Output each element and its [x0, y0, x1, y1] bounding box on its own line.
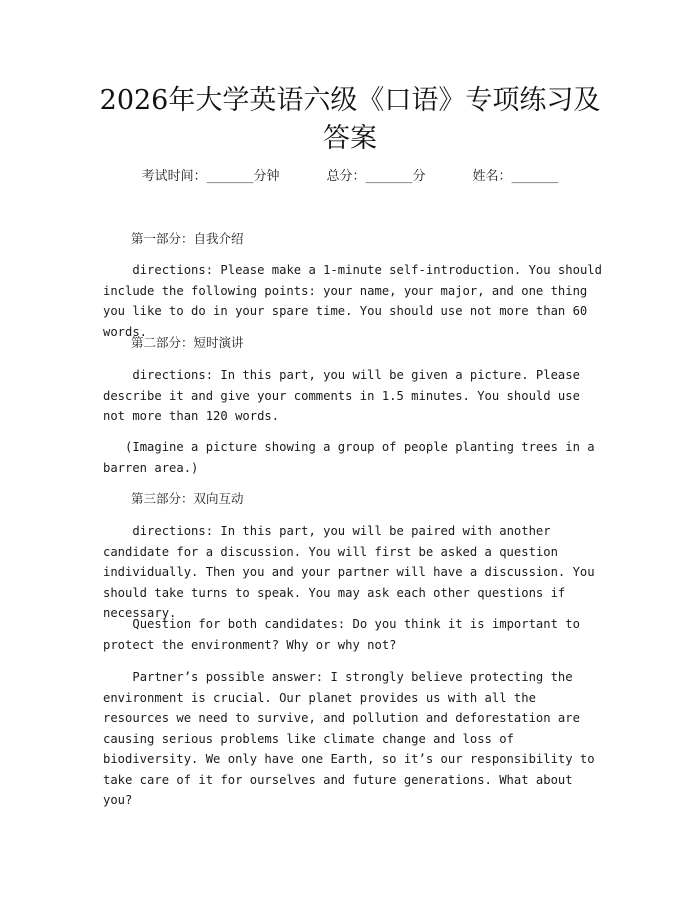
section-3-directions: directions: In this part, you will be paired with another candidate for a discussion. You will first be asked a question individually. Then you and your partner will have a discussion. You should take turns to speak. You may ask each other questions if necessary.	[103, 524, 602, 620]
section-1-heading: 第一部分：自我介绍	[131, 231, 244, 246]
section-2-picture-note: (Imagine a picture showing a group of people planting trees in a barren area.)	[103, 440, 602, 475]
student-name-field: 姓名：______	[472, 169, 559, 184]
section-3-question: Question for both candidates: Do you think it is important to protect the environment? Why or why not?	[103, 617, 588, 652]
exam-info-line	[0, 168, 700, 186]
document-title: 2026年大学英语六级《口语》专项练习及答案	[99, 85, 601, 154]
section-1-directions: directions: Please make a 1-minute self-introduction. You should include the following points: your name, your major, and one thing you like to do in your spare time. You should use not more than 60 words.	[103, 263, 610, 339]
section-3-partner-answer: Partner’s possible answer: I strongly believe protecting the environment is crucial. Our planet provides us with all the resources we need to survive, and pollution and deforestation are causing serious problems like climate change and loss of biodiversity. We only have one Earth, so it’s our responsibility to take care of it for ourselves and future generations. What about you?	[103, 670, 602, 807]
section-2-heading: 第二部分：短时演讲	[131, 335, 244, 350]
total-score-field: 总分：______分	[326, 169, 426, 184]
exam-time-field: 考试时间：______分钟	[141, 169, 280, 184]
section-2-directions: directions: In this part, you will be given a picture. Please describe it and give your comments in 1.5 minutes. You should use not more than 120 words.	[103, 368, 588, 423]
section-3-heading: 第三部分：双向互动	[131, 491, 244, 506]
